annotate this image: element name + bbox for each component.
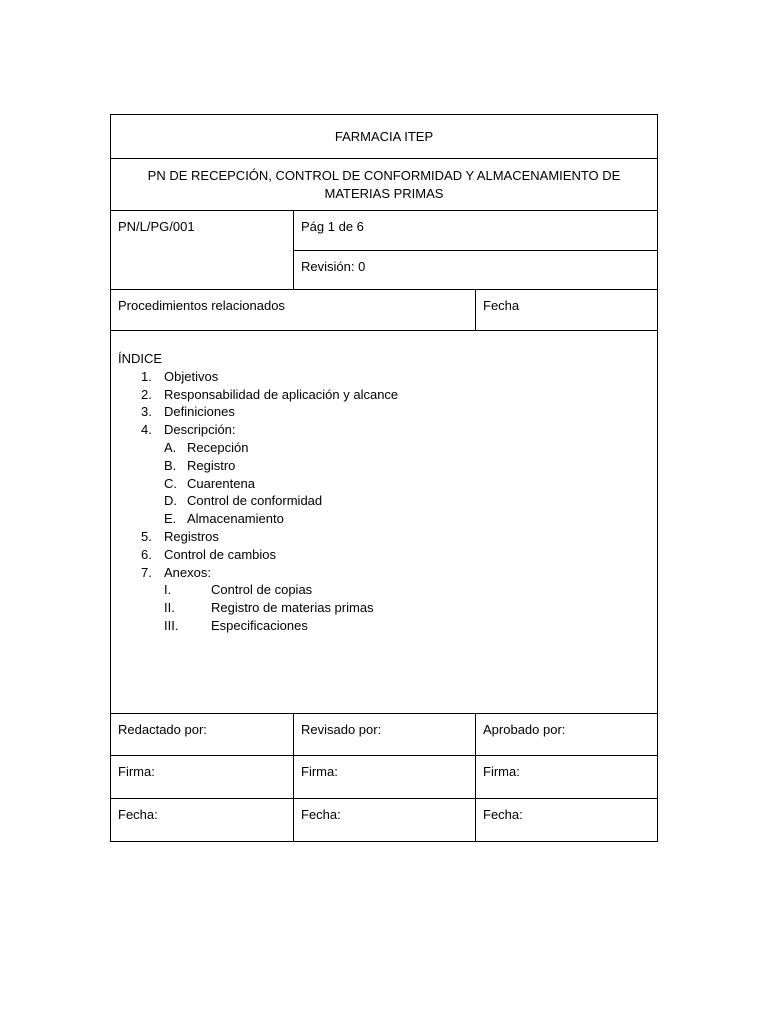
index-item-number: 6. bbox=[141, 546, 152, 562]
index-title: ÍNDICE bbox=[118, 351, 163, 366]
related-procedures-label: Procedimientos relacionados bbox=[118, 298, 285, 313]
signature-row bbox=[111, 756, 657, 799]
revision-number: Revisión: 0 bbox=[294, 250, 657, 290]
index-item-number: E. bbox=[164, 511, 177, 527]
date-row bbox=[111, 799, 657, 841]
sign-date-label: Fecha: bbox=[293, 799, 475, 841]
sign-date-label: Fecha: bbox=[118, 807, 158, 822]
roles-row bbox=[111, 714, 657, 756]
reviewed-by-label: Revisado por: bbox=[293, 714, 475, 755]
index-item bbox=[118, 386, 650, 404]
index-item bbox=[118, 528, 650, 546]
index-item-number: III. bbox=[164, 617, 179, 633]
index-item-number: II. bbox=[164, 600, 175, 616]
sign-date-label: Fecha: bbox=[475, 799, 657, 841]
index-item-number: 2. bbox=[141, 386, 152, 402]
index-item-label: Control de cambios bbox=[164, 546, 276, 562]
index-item-number: 3. bbox=[141, 404, 152, 420]
index-subitem bbox=[118, 475, 650, 493]
page-number: Pág 1 de 6 bbox=[301, 219, 364, 234]
approved-by-label: Aprobado por: bbox=[475, 714, 657, 755]
index-item bbox=[118, 421, 650, 439]
index-item-label: Registro de materias primas bbox=[211, 600, 374, 616]
index-section bbox=[111, 331, 657, 714]
index-item-label: Definiciones bbox=[164, 404, 235, 420]
written-by-label: Redactado por: bbox=[118, 722, 207, 737]
index-item-label: Descripción: bbox=[164, 422, 236, 438]
document-code: PN/L/PG/001 bbox=[118, 219, 195, 234]
index-item-label: Control de conformidad bbox=[187, 493, 323, 509]
index-annex-item bbox=[118, 581, 650, 599]
index-item-number: 5. bbox=[141, 528, 152, 544]
index-item-label: Registros bbox=[164, 528, 219, 544]
index-item-label: Almacenamiento bbox=[187, 511, 284, 527]
index-subitem bbox=[118, 492, 650, 510]
document-title: FARMACIA ITEP bbox=[334, 129, 434, 144]
signature-label: Firma: bbox=[293, 756, 475, 798]
subject-row bbox=[111, 159, 657, 211]
index-item-label: Cuarentena bbox=[187, 475, 255, 491]
index-item-number: C. bbox=[164, 475, 177, 491]
index-item-number: 1. bbox=[141, 368, 152, 384]
index-subitem bbox=[118, 457, 650, 475]
index-item bbox=[118, 403, 650, 421]
related-procedures-row bbox=[111, 290, 657, 331]
index-item-label: Objetivos bbox=[164, 368, 219, 384]
index-item-number: A. bbox=[164, 439, 177, 455]
document-form bbox=[110, 114, 658, 842]
page-revision-block bbox=[293, 211, 657, 289]
index-item bbox=[118, 564, 650, 582]
index-annex-item bbox=[118, 599, 650, 617]
index-item bbox=[118, 546, 650, 564]
document-subject: PN DE RECEPCIÓN, CONTROL DE CONFORMIDAD Y ALMACENAMIENTO DE MATERIAS PRIMAS bbox=[147, 167, 621, 201]
index-item-label: Control de copias bbox=[211, 582, 313, 598]
index-annex-item bbox=[118, 617, 650, 635]
code-row bbox=[111, 211, 657, 290]
signature-label: Firma: bbox=[475, 756, 657, 798]
index-item-label: Especificaciones bbox=[211, 617, 308, 633]
index-item bbox=[118, 368, 650, 386]
index-subitem bbox=[118, 510, 650, 528]
index-item-number: 7. bbox=[141, 564, 152, 580]
index-item-label: Responsabilidad de aplicación y alcance bbox=[164, 386, 399, 402]
index-item-number: 4. bbox=[141, 422, 152, 438]
index-item-number: D. bbox=[164, 493, 177, 509]
signature-label: Firma: bbox=[118, 764, 155, 779]
index-item-number: B. bbox=[164, 457, 177, 473]
index-item-number: I. bbox=[164, 582, 172, 598]
index-subitem bbox=[118, 439, 650, 457]
index-item-label: Anexos: bbox=[164, 564, 211, 580]
title-row bbox=[111, 115, 657, 159]
index-item-label: Registro bbox=[187, 457, 236, 473]
date-label: Fecha bbox=[475, 290, 657, 330]
index-item-label: Recepción bbox=[187, 439, 249, 455]
